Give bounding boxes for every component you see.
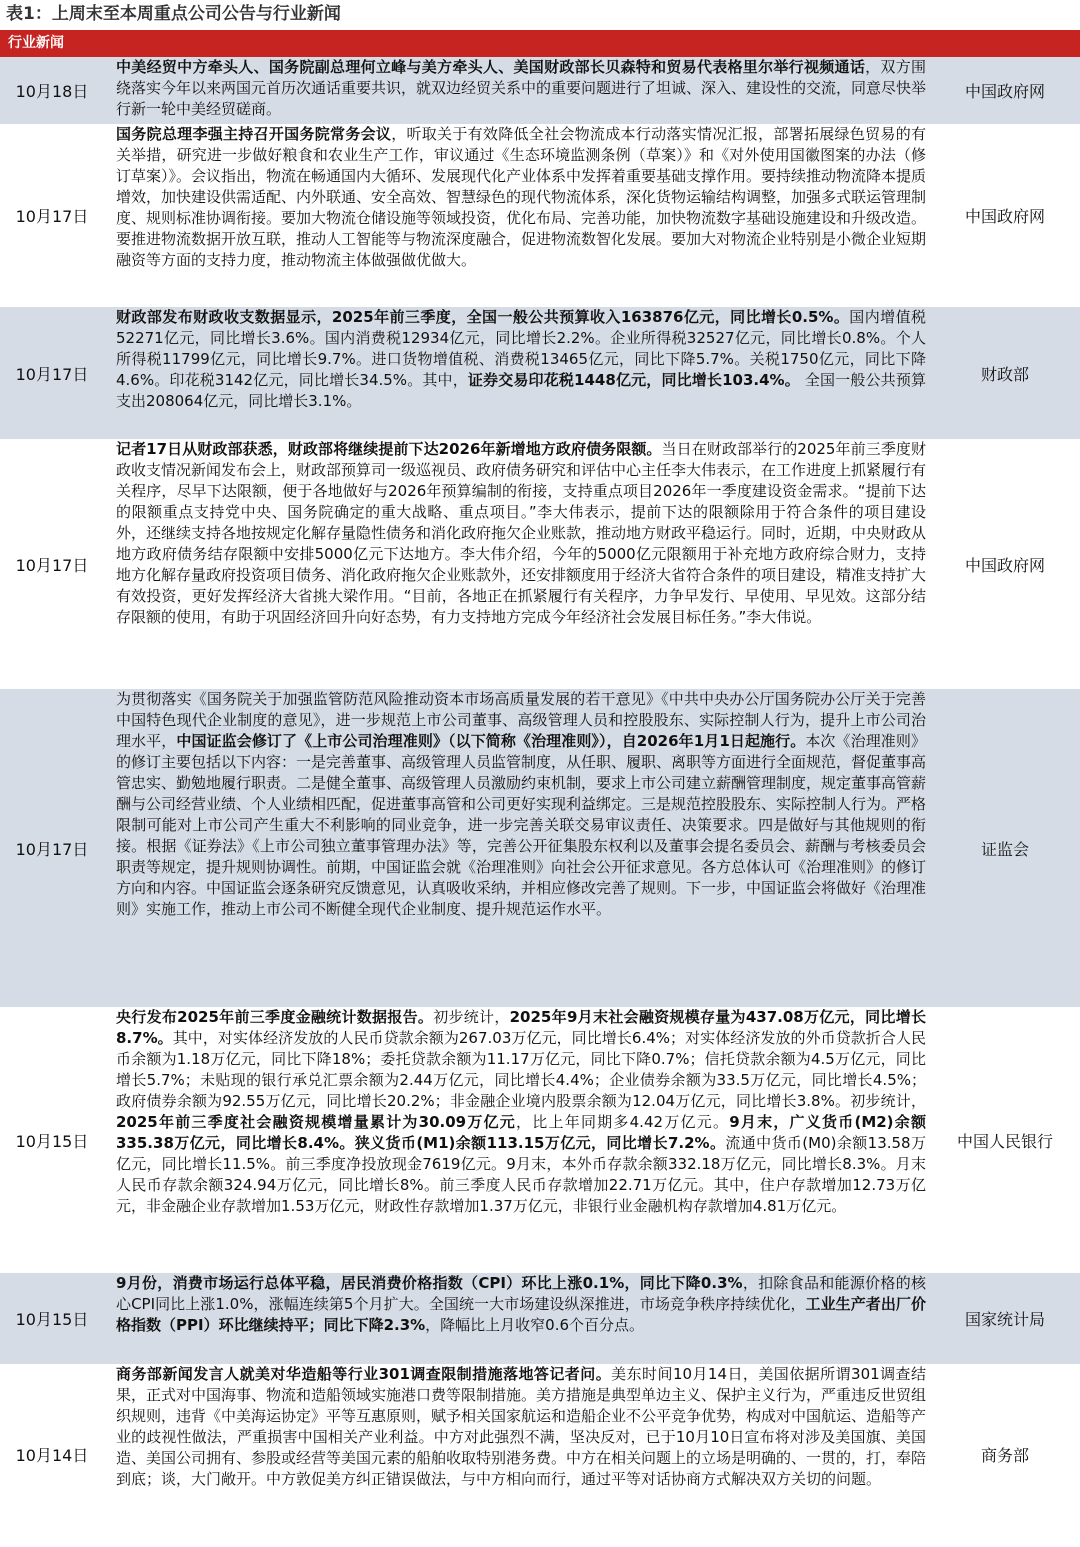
row-content	[104, 57, 930, 124]
row-source: 证监会	[980, 839, 1029, 859]
row-date: 10月17日	[15, 555, 89, 575]
row-source: 中国政府网	[964, 82, 1045, 101]
row-content	[104, 307, 930, 439]
bold-text: 2025年前三季度社会融资规模增量累计为30.09万亿元	[116, 1113, 517, 1131]
row-content	[104, 1273, 930, 1364]
table-row	[0, 57, 1080, 124]
row-date: 10月15日	[15, 1131, 89, 1151]
row-content	[104, 689, 930, 1007]
row-source: 中国人民银行	[956, 1131, 1053, 1151]
row-date: 10月15日	[15, 1310, 89, 1329]
row-date: 10月17日	[15, 207, 89, 226]
body-text: 国内增值税52271亿元，同比增长3.6%。国内消费税12934亿元，同比增长2.2%。企业所得税32527亿元，同比增长0.8%。个人所得税11799亿元，同比增长9.7%。进口货物增值税、消费税13465亿元，同比下降5.7%。关税1750亿元，同比下降4.6%。印花税3142亿元，同比增长34.5%。其中，	[116, 308, 926, 389]
bold-text: 记者17日从财政部获悉，财政部将继续提前下达2026年新增地方政府债务限额。	[116, 440, 662, 458]
table-row	[0, 689, 1080, 1007]
table-row	[0, 1364, 1080, 1544]
table-row	[0, 1007, 1080, 1273]
body-text: 本次《治理准则》的修订主要包括以下内容：一是完善董事、高级管理人员监管制度，从任职、履职、离职等方面进行全面规范，督促董事高管忠实、勤勉地履行职责。二是健全董事、高级管理人员激励约束机制，要求上市公司建立薪酬管理制度，规定董事高管薪酬与公司经营业绩、个人业绩相匹配，促进董事高管和公司更好实现利益绑定。三是规范控股股东、实际控制人行为。严格限制可能对上市公司产生重大不利影响的同业竞争，进一步完善关联交易审议责任、决策要求。四是做好与其他规则的衔接。根据《证券法》《上市公司独立董事管理办法》等，完善公开征集股东权利以及董事会提名委员会、薪酬与考核委员会职责等规定，提升规则协调性。前期，中国证监会就《治理准则》向社会公开征求意见。各方总体认可《治理准则》的修订方向和内容。中国证监会逐条研究反馈意见，认真吸收采纳，并相应修改完善了规则。下一步，中国证监会将做好《治理准则》实施工作，推动上市公司不断健全现代企业制度、提升规范运作水平。	[116, 732, 927, 918]
table-row	[0, 1273, 1080, 1364]
body-text: 其中，对实体经济发放的人民币贷款余额为267.03万亿元，同比增长6.4%；对实体经济发放的外币贷款折合人民币余额为1.18万亿元，同比下降18%；委托贷款余额为11.17万亿元，同比下降0.7%；信托贷款余额为4.5万亿元，同比增长5.7%；未贴现的银行承兑汇票余额为2.44万亿元，同比增长4.4%；企业债券余额为33.5万亿元，同比增长4.5%；政府债券余额为92.55万亿元，同比增长20.2%；非金融企业境内股票余额为12.04万亿元，同比增长3.8%。初步统计，	[116, 1029, 926, 1110]
table-row	[0, 124, 1080, 307]
row-content	[104, 1007, 930, 1273]
bold-text: 工业生产者出厂价格指数（PPI）环比继续持平；同比下降2.3%	[116, 1295, 926, 1334]
bold-text: 中美经贸中方牵头人、国务院副总理何立峰与美方牵头人、美国财政部长贝森特和贸易代表格里尔举行视频通话	[116, 58, 866, 76]
body-text: 当日在财政部举行的2025年前三季度财政收支情况新闻发布会上，财政部预算司一级巡视员、政府债务研究和评估中心主任李大伟表示，在工作进度上抓紧履行有关程序，尽早下达限额，便于各地做好与2026年预算编制的衔接，支持重点项目2026年一季度建设资金需求。“提前下达的限额重点支持党中央、国务院确定的重大战略、重点项目。”李大伟表示，提前下达的限额除用于符合条件的项目建设外，还继续支持各地按规定化解存量隐性债务和消化政府拖欠企业账款，推动地方财政平稳运行。同时，近期，中央财政从地方政府债务结存限额中安排5000亿元下达地方。李大伟介绍，今年的5000亿元限额用于补充地方政府综合财力，支持地方化解存量政府投资项目债务、消化政府拖欠企业账款外，还安排额度用于经济大省符合条件的项目建设，精准支持扩大有效投资，更好发挥经济大省挑大梁作用。“目前，各地正在抓紧履行有关程序，力争早发行、早使用、早见效。这部分结存限额的使用，有助于巩固经济回升向好态势，有力支持地方完成今年经济社会发展目标任务。”李大伟说。	[116, 440, 927, 626]
row-content	[104, 1364, 930, 1544]
section-header: 行业新闻	[0, 30, 1080, 57]
bold-text: 9月份，消费市场运行总体平稳，居民消费价格指数（CPI）环比上涨0.1%，同比下降0.3%	[116, 1274, 743, 1292]
table-row	[0, 307, 1080, 439]
body-text: ，听取关于有效降低全社会物流成本行动落实情况汇报，部署拓展绿色贸易的有关举措，研究进一步做好粮食和农业生产工作，审议通过《生态环境监测条例（草案）》和《对外使用国徽图案的办法（修订草案）》。会议指出，物流在畅通国内大循环、发展现代化产业体系中发挥着重要基础支撑作用。要持续推动物流降本提质增效，加快建设供需适配、内外联通、安全高效、智慧绿色的现代物流体系，深化货物运输结构调整，加强多式联运管理制度、规则标准协调衔接。要加大物流仓储设施等领域投资，优化布局、完善功能，加快物流数字基础设施建设和升级改造。要推进物流数据开放互联，推动人工智能等与物流深度融合，促进物流数智化发展。要加大对物流企业特别是小微企业短期融资等方面的支持力度，推动物流主体做强做优做大。	[116, 125, 927, 269]
bold-text: 财政部发布财政收支数据显示，2025年前三季度，全国一般公共预算收入163876亿元，同比增长0.5%。	[116, 308, 850, 326]
bold-text: 2025年9月末社会融资规模存量为437.08万亿元，同比增长8.7%。	[116, 1008, 926, 1047]
body-text: ，扣除食品和能源价格的核心CPI同比上涨1.0%，涨幅连续第5个月扩大。全国统一大市场建设纵深推进，市场竞争秩序持续优化，	[116, 1274, 926, 1313]
row-source: 中国政府网	[964, 207, 1045, 226]
row-source: 中国政府网	[964, 555, 1045, 575]
body-text: ，双方围绕落实今年以来两国元首历次通话重要共识，就双边经贸关系中的重要问题进行了坦诚、深入、建设性的交流，同意尽快举行新一轮中美经贸磋商。	[116, 58, 927, 118]
body-text: 为贯彻落实《国务院关于加强监管防范风险推动资本市场高质量发展的若干意见》《中共中央办公厅国务院办公厅关于完善中国特色现代企业制度的意见》，进一步规范上市公司董事、高级管理人员和控股股东、实际控制人行为，提升上市公司治理水平，	[116, 690, 926, 750]
row-date: 10月14日	[15, 1445, 89, 1465]
row-date: 10月18日	[15, 82, 89, 101]
body-text: ，降幅比上月收窄0.6个百分点。	[425, 1316, 645, 1334]
row-source: 商务部	[980, 1445, 1029, 1465]
row-source: 财政部	[980, 364, 1029, 384]
body-text: ，比上年同期多4.42万亿元。	[516, 1113, 730, 1131]
row-date: 10月17日	[15, 839, 89, 859]
row-date: 10月17日	[15, 364, 89, 384]
row-source: 国家统计局	[964, 1310, 1045, 1329]
table-row	[0, 439, 1080, 689]
body-text: 美东时间10月14日，美国依据所谓301调查结果，正式对中国海事、物流和造船领域实施港口费等限制措施。美方措施是典型单边主义、保护主义行为，严重违反世贸组织规则，违背《中美海运协定》平等互惠原则，赋予相关国家航运和造船企业不公平竞争优势，构成对中国航运、造船等产业的歧视性做法，严重损害中国相关产业利益。中方对此强烈不满，坚决反对，已于10月10日宣布将对涉及美国旗、美国造、美国公司拥有、参股或经营等美国元素的船舶收取特别港务费。中方在相关问题上的立场是明确的、一贯的，打，奉陪到底；谈，大门敞开。中方敦促美方纠正错误做法，与中方相向而行，通过平等对话协商方式解决双方关切的问题。	[116, 1365, 927, 1488]
body-text: 全国一般公共预算支出208064亿元，同比增长3.1%。	[116, 371, 926, 410]
bold-text: 中国证监会修订了《上市公司治理准则》（以下简称《治理准则》），自2026年1月1日起施行。	[176, 732, 806, 750]
bold-text: 央行发布2025年前三季度金融统计数据报告。	[116, 1008, 434, 1026]
row-content	[104, 439, 930, 689]
bold-text: 商务部新闻发言人就美对华造船等行业301调查限制措施落地答记者问。	[116, 1365, 612, 1383]
news-table	[0, 57, 1080, 1544]
bold-text: 9月末，广义货币(M2)余额335.38万亿元，同比增长8.4%。狭义货币(M1)余额113.15万亿元，同比增长7.2%。	[116, 1113, 926, 1152]
table-title: 表1：上周末至本周重点公司公告与行业新闻	[6, 4, 341, 24]
body-text: 流通中货币(M0)余额13.58万亿元，同比增长11.5%。前三季度净投放现金7619亿元。9月末，本外币存款余额332.18万亿元，同比增长8.3%。月末人民币存款余额324.94万亿元，同比增长8%。前三季度人民币存款增加22.71万亿元。其中，住户存款增加12.73万亿元，非金融企业存款增加1.53万亿元，财政性存款增加1.37万亿元，非银行业金融机构存款增加4.81万亿元。	[116, 1134, 926, 1215]
bold-text: 国务院总理李强主持召开国务院常务会议	[116, 125, 392, 143]
row-content	[104, 124, 930, 307]
body-text: 初步统计，	[433, 1008, 510, 1026]
bold-text: 证券交易印花税1448亿元，同比增长103.4%。	[467, 371, 800, 389]
